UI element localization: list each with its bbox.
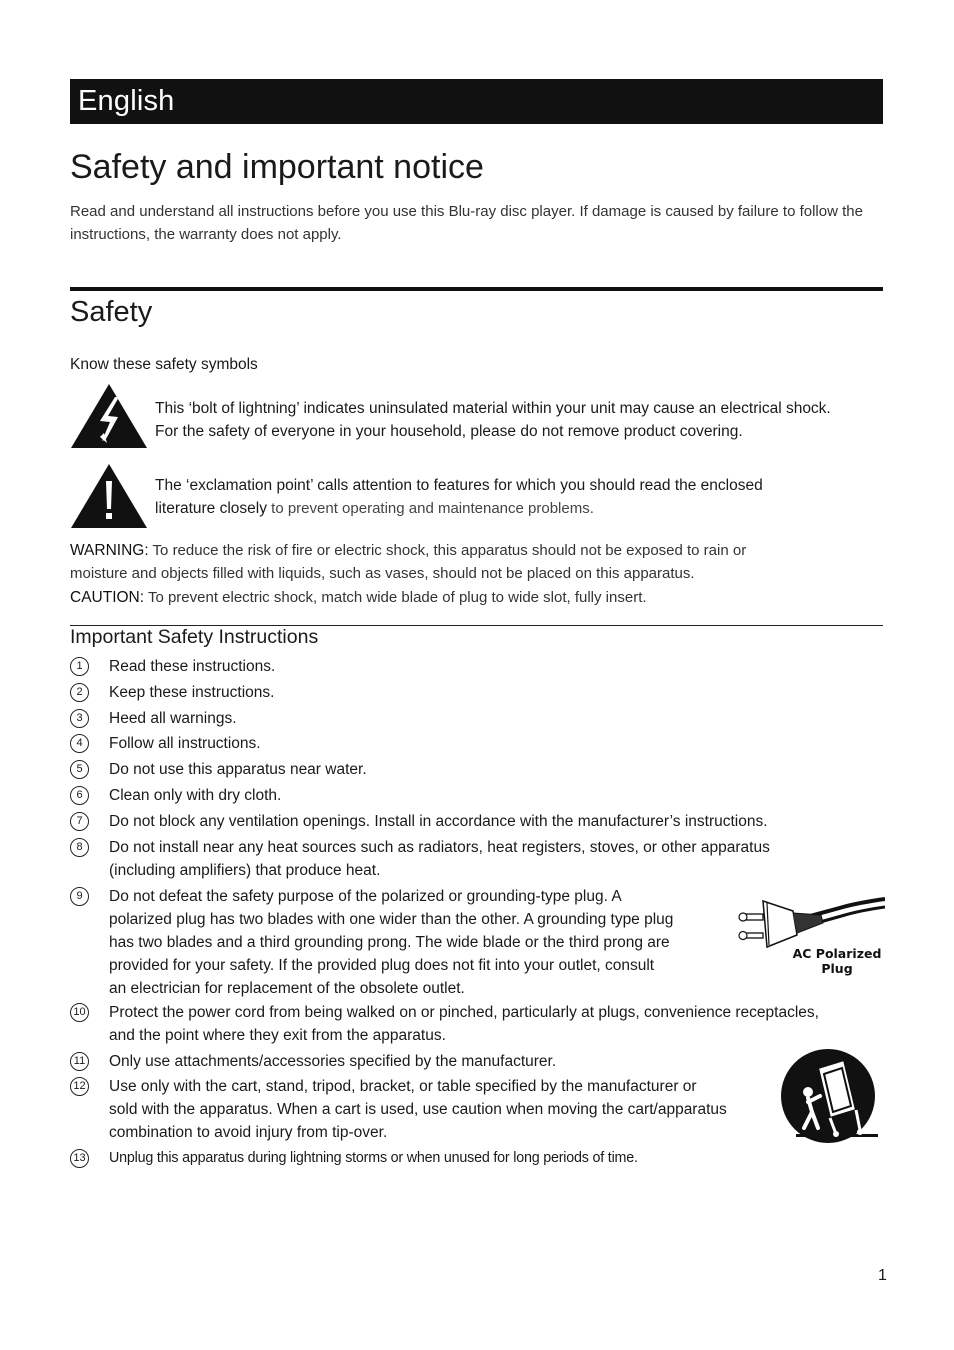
item-number: 13	[70, 1149, 89, 1168]
caution-notice	[70, 586, 885, 609]
page-number: 1	[878, 1267, 887, 1284]
instructions-heading: Important Safety Instructions	[70, 626, 319, 648]
language-bar: English	[70, 79, 883, 124]
item-number: 9	[70, 887, 89, 906]
item-number: 11	[70, 1052, 89, 1071]
symbols-label: Know these safety symbols	[70, 356, 258, 373]
section-title-safety: Safety	[70, 296, 153, 328]
exclamation-text-line-2-rest: to prevent operating and maintenance problems.	[267, 500, 594, 517]
cart-tip-over-icon	[778, 1046, 878, 1146]
item-text: Do not use this apparatus near water.	[109, 761, 367, 778]
item-text: Unplug this apparatus during lightning storms or when unused for long periods of time.	[109, 1150, 638, 1166]
item-number: 3	[70, 709, 89, 728]
exclamation-warning-icon	[70, 463, 148, 529]
item-number: 4	[70, 734, 89, 753]
warning-line-1: To reduce the risk of fire or electric shock, this apparatus should not be exposed to rain or	[148, 542, 747, 559]
page-title: Safety and important notice	[70, 148, 484, 186]
plug-caption-line-1: AC Polarized	[792, 946, 882, 961]
section-divider	[70, 287, 883, 291]
item-number: 10	[70, 1003, 89, 1022]
warning-line-2: moisture and objects filled with liquids, such as vases, should not be placed on this apparatus.	[70, 565, 695, 582]
lightning-symbol-text	[155, 397, 885, 443]
item-text: Follow all instructions.	[109, 735, 261, 752]
exclamation-text-line-1: The ‘exclamation point’ calls attention to features for which you should read the enclosed	[155, 477, 763, 494]
lightning-warning-icon	[70, 383, 148, 449]
item-number: 7	[70, 812, 89, 831]
item-text: Heed all warnings.	[109, 710, 237, 727]
caution-text: To prevent electric shock, match wide blade of plug to wide slot, fully insert.	[144, 589, 647, 606]
lightning-text-line-2: For the safety of everyone in your household, please do not remove product covering.	[155, 423, 743, 440]
item-text: Do not install near any heat sources such as radiators, heat registers, stoves, or other apparatus (including amplifiers) that produce heat.	[109, 839, 770, 879]
warning-notice	[70, 539, 885, 585]
item-text: Do not block any ventilation openings. Install in accordance with the manufacturer’s instructions.	[109, 813, 768, 830]
item-text: Only use attachments/accessories specified by the manufacturer.	[109, 1053, 557, 1070]
warning-label: WARNING:	[70, 542, 149, 559]
item-number: 5	[70, 760, 89, 779]
item-number: 2	[70, 683, 89, 702]
item-text: Keep these instructions.	[109, 684, 275, 701]
plug-caption-line-2: Plug	[821, 961, 853, 976]
intro-paragraph: Read and understand all instructions before you use this Blu-ray disc player. If damage is caused by failure to follow the instructions, the warranty does not apply.	[70, 203, 863, 243]
item-text: Do not defeat the safety purpose of the polarized or grounding-type plug. A polarized plug has two blades with one wider than the other. A grounding type plug has two blades and a third grounding prong. The wide blade or the third prong are provided for your safety. If the provided plug does not fit into your outlet, consult an electrician for replacement of the obsolete outlet.	[109, 888, 674, 997]
item-number: 6	[70, 786, 89, 805]
item-number: 1	[70, 657, 89, 676]
polarized-plug-icon	[733, 889, 885, 979]
item-text: Read these instructions.	[109, 658, 276, 675]
item-number: 12	[70, 1077, 89, 1096]
caution-label: CAUTION:	[70, 589, 145, 606]
item-number: 8	[70, 838, 89, 857]
item-text: Clean only with dry cloth.	[109, 787, 282, 804]
lightning-text-line-1: This ‘bolt of lightning’ indicates uninsulated material within your unit may cause an electrical shock.	[155, 400, 831, 417]
item-text: Use only with the cart, stand, tripod, bracket, or table specified by the manufacturer or sold with the apparatus. When a cart is used, use caution when moving the cart/apparatus combination to avoid injury from tip-over.	[109, 1078, 727, 1141]
item-text: Protect the power cord from being walked on or pinched, particularly at plugs, convenience receptacles, and the point where they exit from the apparatus.	[109, 1004, 819, 1044]
exclamation-symbol-text	[155, 474, 885, 520]
exclamation-text-line-2-main: literature closely	[155, 500, 267, 517]
